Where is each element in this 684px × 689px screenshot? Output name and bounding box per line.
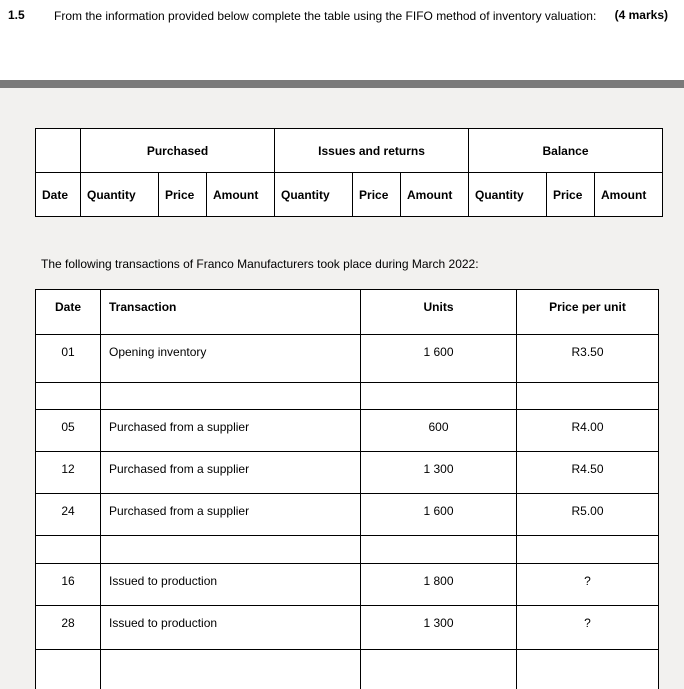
- tx-cell-units: 1 300: [361, 606, 517, 650]
- intro-text: The following transactions of Franco Manufacturers took place during March 2022:: [41, 257, 479, 271]
- fifo-group-row: [36, 129, 663, 173]
- tx-cell-transaction: Issued to production: [101, 606, 361, 650]
- tx-cell-transaction: [101, 536, 361, 564]
- tx-cell-transaction: [101, 383, 361, 410]
- tx-cell-price: R3.50: [517, 335, 659, 383]
- tx-cell-date: 24: [36, 494, 101, 536]
- fifo-col-price-1: Price: [159, 173, 207, 217]
- fifo-column-header-row: [36, 173, 663, 217]
- table-row: [36, 452, 659, 494]
- tx-cell-units: 1 300: [361, 452, 517, 494]
- tx-cell-date: [36, 383, 101, 410]
- section-divider: [0, 80, 684, 88]
- tx-cell-transaction: Purchased from a supplier: [101, 452, 361, 494]
- tx-cell-date: 16: [36, 564, 101, 606]
- transactions-table: [35, 289, 659, 689]
- table-row: [36, 536, 659, 564]
- tx-cell-transaction: Issued to production: [101, 564, 361, 606]
- fifo-group-purchased: Purchased: [81, 129, 275, 173]
- table-row: [36, 650, 659, 689]
- tx-cell-units: [361, 650, 517, 689]
- content-area: [0, 88, 684, 689]
- fifo-table: [35, 128, 663, 217]
- fifo-col-amount-3: Amount: [595, 173, 663, 217]
- tx-cell-price: ?: [517, 606, 659, 650]
- fifo-group-balance: Balance: [469, 129, 663, 173]
- tx-cell-price: [517, 650, 659, 689]
- question-marks: (4 marks): [614, 8, 668, 22]
- fifo-corner-cell: [36, 129, 81, 173]
- tx-cell-date: [36, 536, 101, 564]
- tx-cell-price: R4.00: [517, 410, 659, 452]
- fifo-col-quantity-2: Quantity: [275, 173, 353, 217]
- fifo-col-price-3: Price: [547, 173, 595, 217]
- fifo-col-quantity-3: Quantity: [469, 173, 547, 217]
- tx-cell-units: 1 600: [361, 335, 517, 383]
- tx-cell-price: [517, 383, 659, 410]
- tx-cell-units: [361, 536, 517, 564]
- table-row: [36, 494, 659, 536]
- tx-cell-date: [36, 650, 101, 689]
- transactions-header-row: [36, 290, 659, 335]
- tx-cell-transaction: [101, 650, 361, 689]
- tx-header-date: Date: [36, 290, 101, 335]
- table-row: [36, 383, 659, 410]
- tx-cell-transaction: Opening inventory: [101, 335, 361, 383]
- tx-cell-transaction: Purchased from a supplier: [101, 494, 361, 536]
- table-row: [36, 335, 659, 383]
- question-header: [0, 0, 684, 80]
- fifo-col-amount-1: Amount: [207, 173, 275, 217]
- fifo-col-price-2: Price: [353, 173, 401, 217]
- tx-cell-date: 12: [36, 452, 101, 494]
- fifo-col-amount-2: Amount: [401, 173, 469, 217]
- tx-header-price-per-unit: Price per unit: [517, 290, 659, 335]
- table-row: [36, 606, 659, 650]
- tx-cell-date: 28: [36, 606, 101, 650]
- tx-cell-date: 01: [36, 335, 101, 383]
- question-text: From the information provided below complete the table using the FIFO method of inventory valuation:: [54, 9, 597, 23]
- table-row: [36, 410, 659, 452]
- tx-header-units: Units: [361, 290, 517, 335]
- tx-cell-price: [517, 536, 659, 564]
- tx-cell-transaction: Purchased from a supplier: [101, 410, 361, 452]
- table-row: [36, 564, 659, 606]
- tx-cell-price: ?: [517, 564, 659, 606]
- tx-header-transaction: Transaction: [101, 290, 361, 335]
- tx-cell-units: 600: [361, 410, 517, 452]
- tx-cell-price: R4.50: [517, 452, 659, 494]
- tx-cell-units: 1 600: [361, 494, 517, 536]
- fifo-col-quantity-1: Quantity: [81, 173, 159, 217]
- tx-cell-units: [361, 383, 517, 410]
- question-number: 1.5: [8, 8, 25, 22]
- tx-cell-date: 05: [36, 410, 101, 452]
- tx-cell-units: 1 800: [361, 564, 517, 606]
- fifo-col-date: Date: [36, 173, 81, 217]
- fifo-group-issues-returns: Issues and returns: [275, 129, 469, 173]
- tx-cell-price: R5.00: [517, 494, 659, 536]
